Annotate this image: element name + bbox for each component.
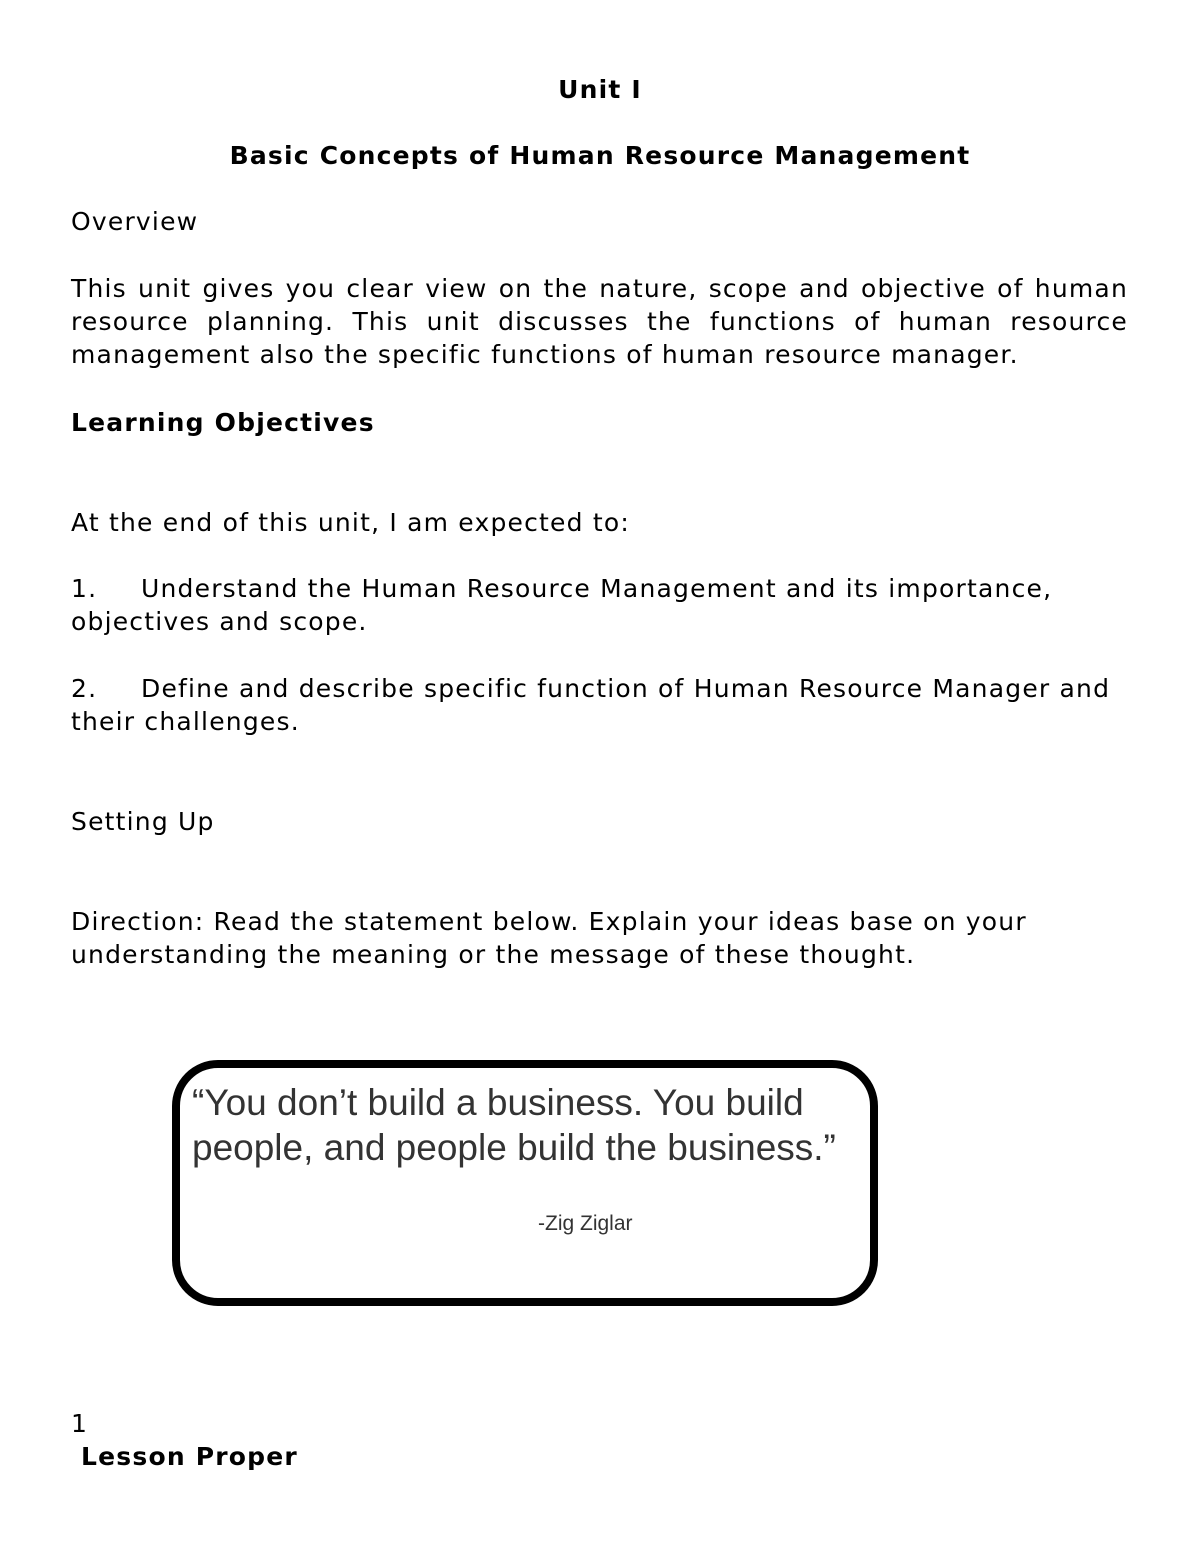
objective-text: Define and describe specific function of Human Resource Manager and (141, 674, 1111, 703)
objective-item-2-continued: their challenges. (71, 707, 300, 736)
objective-number: 1. (71, 574, 98, 603)
quote-box (172, 1060, 878, 1306)
overview-heading: Overview (71, 207, 199, 236)
objective-text: Understand the Human Resource Management and its importance, (141, 574, 1053, 603)
page-number: 1 (71, 1409, 89, 1438)
quote-author: -Zig Ziglar (538, 1212, 633, 1235)
learning-objectives-heading: Learning Objectives (71, 408, 375, 437)
quote-text: “You don’t build a business. You build people, and people build the business.” (192, 1082, 836, 1168)
overview-paragraph: This unit gives you clear view on the nature, scope and objective of human resource planning. This unit discusses the functions of human resource management also the specific functions of human resource manager. (71, 274, 1128, 369)
objective-item-1 (71, 572, 1052, 605)
objective-item-2 (71, 672, 1110, 705)
setting-up-heading: Setting Up (71, 807, 215, 836)
objectives-intro: At the end of this unit, I am expected to: (71, 508, 630, 537)
objective-item-1-continued: objectives and scope. (71, 607, 368, 636)
page-title: Basic Concepts of Human Resource Management (229, 141, 971, 170)
direction-text-line-1: Direction: Read the statement below. Explain your ideas base on your (71, 907, 1027, 936)
unit-title: Unit I (558, 75, 642, 104)
direction-text-line-2: understanding the meaning or the message of these thought. (71, 940, 916, 969)
objective-number: 2. (71, 674, 98, 703)
lesson-proper-heading: Lesson Proper (81, 1442, 298, 1471)
